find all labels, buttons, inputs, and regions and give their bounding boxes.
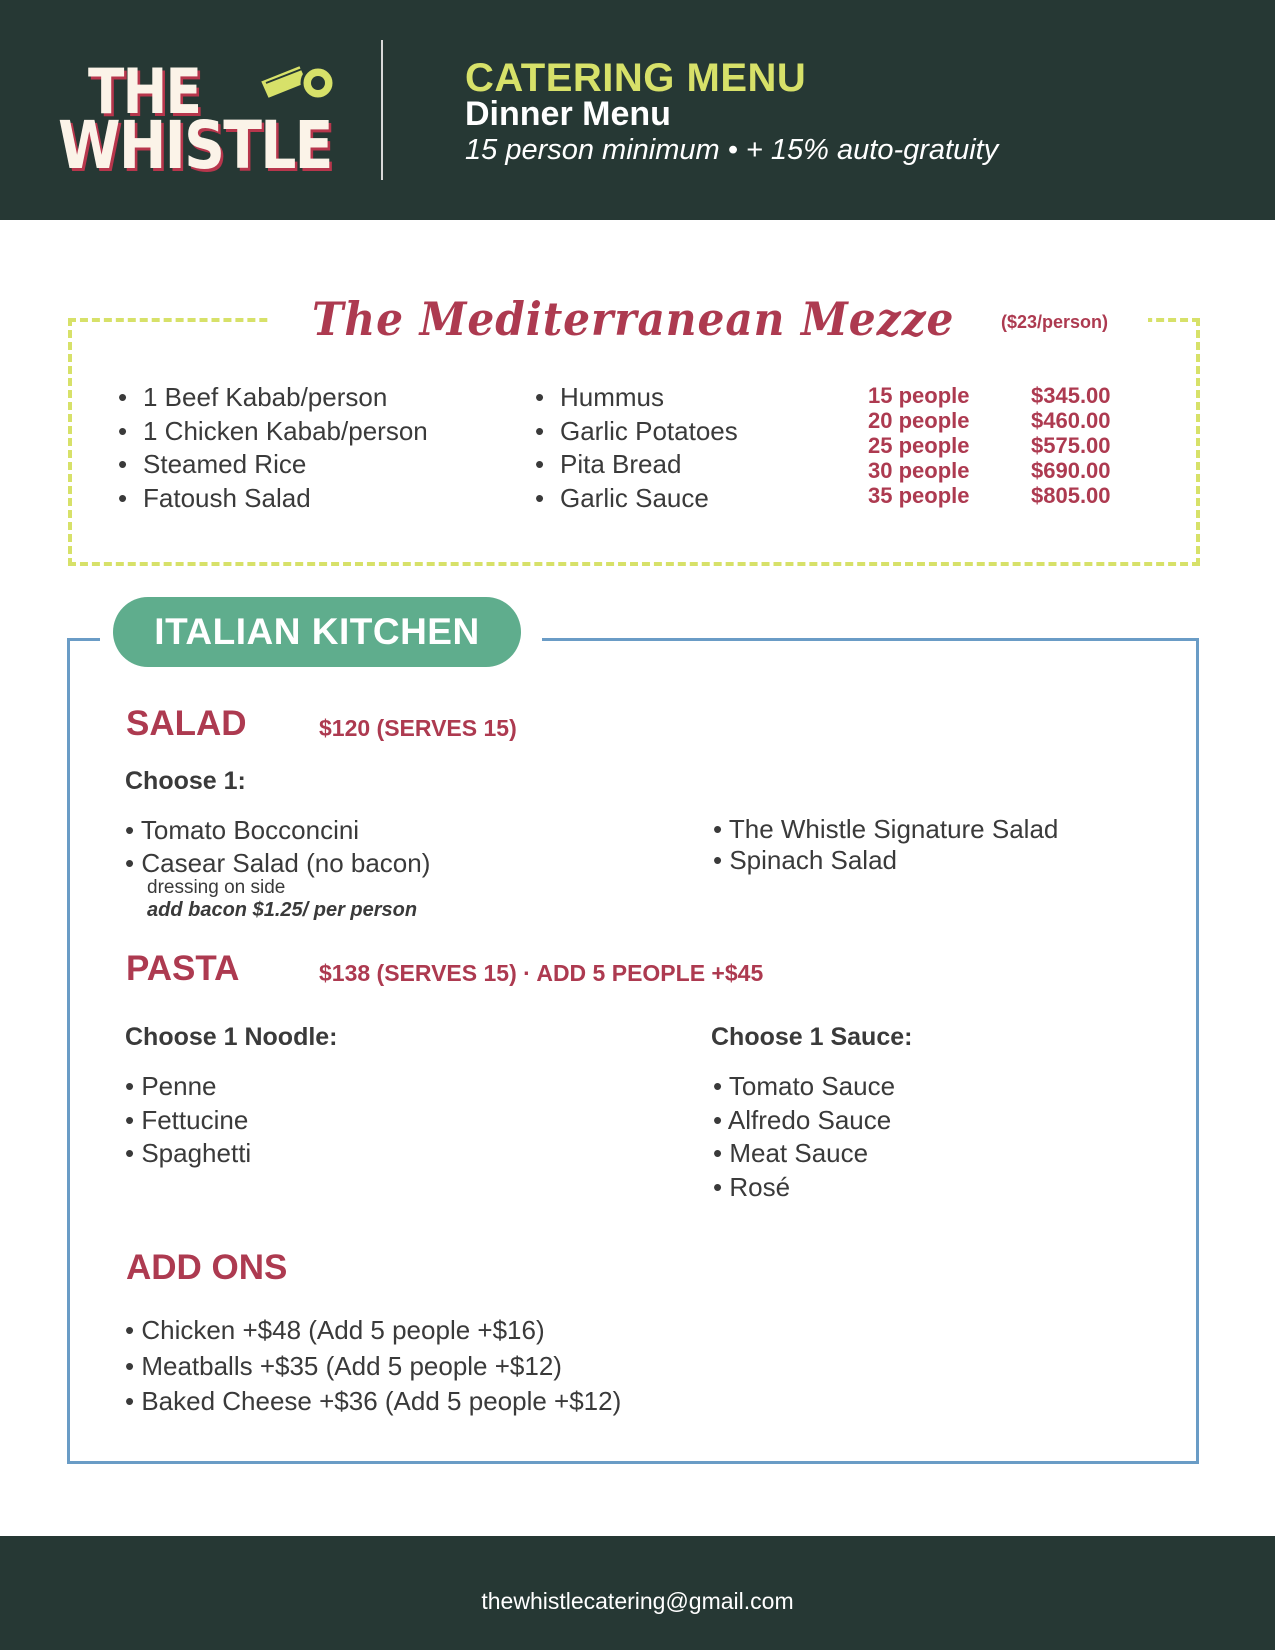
list-item: • Alfredo Sauce (713, 1104, 895, 1138)
salad-options-right (713, 814, 1058, 876)
list-item: • Spaghetti (125, 1137, 251, 1171)
tier-price: $805.00 (1031, 483, 1111, 508)
list-item: • Meat Sauce (713, 1137, 895, 1171)
list-item: • Tomato Bocconcini (125, 814, 430, 847)
tier-price: $345.00 (1031, 383, 1111, 408)
noodle-options (125, 1070, 251, 1171)
page-subtitle: Dinner Menu (465, 95, 671, 133)
list-item: • Fatoush Salad (118, 482, 428, 516)
page-title: CATERING MENU (465, 56, 807, 100)
tier-price: $690.00 (1031, 458, 1111, 483)
addons-list (125, 1313, 621, 1420)
mezze-price: ($23/person) (1001, 312, 1109, 332)
header-divider (381, 40, 383, 180)
list-item: • 1 Beef Kabab/person (118, 381, 428, 415)
dressing-note: dressing on side (147, 877, 286, 898)
pasta-price: $138 (SERVES 15) · ADD 5 PEOPLE +$45 (319, 960, 764, 986)
bacon-addon-note: add bacon $1.25/ per person (147, 899, 418, 921)
salad-choose-label: Choose 1: (125, 767, 246, 795)
salad-price: $120 (SERVES 15) (319, 715, 517, 741)
whistle-icon (256, 59, 338, 109)
list-item: • Fettucine (125, 1104, 251, 1138)
addons-heading: ADD ONS (126, 1248, 288, 1287)
mezze-items-left (118, 381, 428, 515)
list-item: • Garlic Potatoes (535, 415, 738, 449)
list-item: • Baked Cheese +$36 (Add 5 people +$12) (125, 1384, 621, 1420)
mezze-title: The Mediterranean Mezze (312, 292, 955, 346)
tier-people: 20 people (868, 408, 970, 433)
contact-email: thewhistlecatering@gmail.com (481, 1588, 794, 1614)
list-item: • Spinach Salad (713, 845, 1058, 876)
pasta-heading: PASTA (126, 949, 240, 988)
list-item: • Tomato Sauce (713, 1070, 895, 1104)
list-item: • The Whistle Signature Salad (713, 814, 1058, 845)
minimum-note: 15 person minimum • + 15% auto-gratuity (465, 134, 999, 166)
list-item: • Chicken +$48 (Add 5 people +$16) (125, 1313, 621, 1349)
logo-line2: WHISTLE (58, 107, 332, 184)
list-item: • 1 Chicken Kabab/person (118, 415, 428, 449)
tier-price: $575.00 (1031, 433, 1111, 458)
tier-price: $460.00 (1031, 408, 1111, 433)
list-item: • Steamed Rice (118, 448, 428, 482)
salad-heading: SALAD (126, 704, 247, 743)
sauce-options (713, 1070, 895, 1204)
tier-people: 35 people (868, 483, 970, 508)
logo-line1: THE (88, 55, 201, 128)
noodle-choose-label: Choose 1 Noodle: (125, 1023, 338, 1051)
tier-people: 30 people (868, 458, 970, 483)
logo (58, 55, 332, 184)
list-item: • Penne (125, 1070, 251, 1104)
list-item: • Garlic Sauce (535, 482, 738, 516)
sauce-choose-label: Choose 1 Sauce: (711, 1023, 913, 1051)
tier-people: 25 people (868, 433, 970, 458)
salad-options-left (125, 814, 430, 880)
mezze-items-right (535, 381, 738, 515)
list-item: • Meatballs +$35 (Add 5 people +$12) (125, 1349, 621, 1385)
list-item: • Hummus (535, 381, 738, 415)
list-item: • Pita Bread (535, 448, 738, 482)
tier-people: 15 people (868, 383, 970, 408)
list-item: • Rosé (713, 1171, 895, 1205)
list-item: • Casear Salad (no bacon) (125, 847, 430, 880)
italian-kitchen-heading: ITALIAN KITCHEN (113, 597, 521, 667)
